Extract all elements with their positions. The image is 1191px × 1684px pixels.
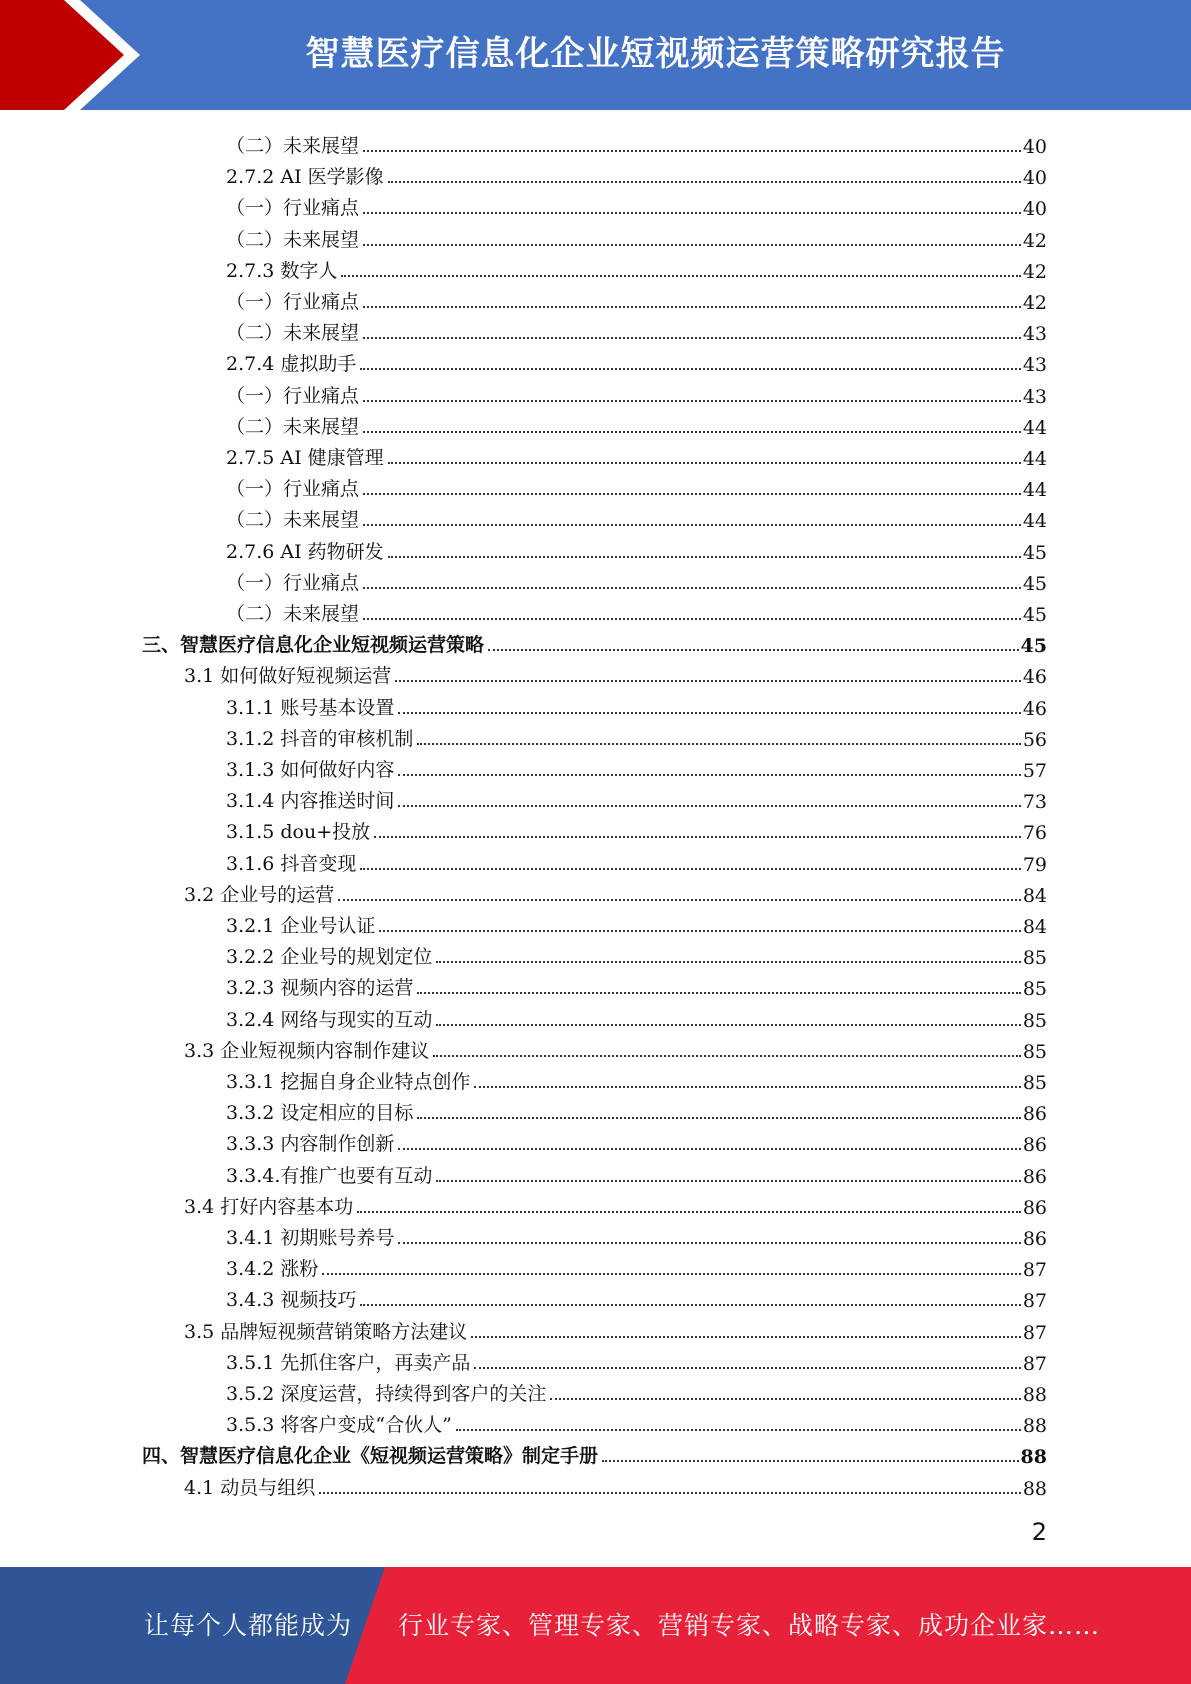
toc-leader-dots [602, 1460, 1019, 1462]
toc-entry-label: （一）行业痛点 [226, 197, 360, 220]
toc-entry-page: 42 [1022, 292, 1047, 314]
toc-entry[interactable] [226, 1157, 1047, 1188]
toc-leader-dots [474, 1367, 1020, 1369]
toc-entry[interactable] [226, 345, 1047, 376]
toc-entry[interactable] [226, 845, 1047, 876]
toc-entry-page: 42 [1022, 229, 1047, 252]
toc-entry-label: 3.3.1 挖掘自身企业特点创作 [226, 1071, 471, 1093]
toc-entry[interactable] [226, 1219, 1047, 1250]
toc-leader-dots [341, 275, 1020, 277]
toc-entry-label: 3.5.2 深度运营，持续得到客户的关注 [226, 1383, 547, 1405]
toc-leader-dots [550, 1398, 1020, 1400]
toc-entry-page: 88 [1022, 1415, 1047, 1438]
toc-entry-page: 85 [1022, 1009, 1047, 1032]
toc-entry-label: （一）行业痛点 [226, 571, 360, 594]
toc-leader-dots [398, 774, 1020, 776]
toc-entry[interactable] [226, 595, 1047, 626]
toc-entry-label: 3.2.2 企业号的规划定位 [226, 946, 433, 969]
toc-entry-label: 2.7.6 AI 药物研发 [226, 540, 384, 563]
toc-leader-dots [417, 1117, 1020, 1119]
toc-entry-label: （一）行业痛点 [226, 384, 360, 407]
toc-entry-label: （二）未来展望 [226, 322, 360, 345]
toc-leader-dots [398, 1148, 1020, 1150]
toc-entry-label: 3.1.1 账号基本设置 [226, 696, 395, 719]
toc-entry[interactable] [184, 1188, 1047, 1219]
toc-leader-dots [363, 431, 1021, 433]
toc-entry-page: 43 [1022, 323, 1047, 346]
toc-entry[interactable] [226, 501, 1047, 532]
toc-entry-page: 46 [1022, 697, 1047, 720]
toc-leader-dots [338, 899, 1021, 901]
toc-entry-label: 3.5.1 先抓住客户，再卖产品 [226, 1351, 471, 1374]
toc-leader-dots [357, 1211, 1021, 1213]
toc-entry-page: 45 [1022, 604, 1047, 626]
toc-entry-page: 85 [1022, 1072, 1047, 1094]
toc-entry-label: 3.2.1 企业号认证 [226, 915, 376, 937]
toc-leader-dots [363, 493, 1021, 495]
toc-entry-page: 87 [1022, 1259, 1047, 1282]
toc-entry[interactable] [226, 1125, 1047, 1156]
toc-leader-dots [388, 462, 1021, 464]
toc-entry-label: 2.7.5 AI 健康管理 [226, 447, 384, 469]
footer-slogan-right: 行业专家、管理专家、营销专家、战略专家、成功企业家…… [398, 1611, 1101, 1640]
toc-leader-dots [363, 244, 1021, 246]
toc-entry[interactable] [226, 564, 1047, 595]
toc-entry-label: 3.1.3 如何做好内容 [226, 759, 395, 781]
toc-entry[interactable] [184, 1469, 1047, 1500]
toc-entry[interactable] [226, 1094, 1047, 1125]
toc-entry-label: 3.3.4.有推广也要有互动 [226, 1164, 433, 1187]
toc-leader-dots [363, 150, 1021, 152]
toc-entry-page: 44 [1022, 479, 1047, 502]
toc-entry-label: 3.2.4 网络与现实的互动 [226, 1008, 433, 1031]
toc-entry[interactable] [226, 127, 1047, 158]
toc-entry-label: 3.3.2 设定相应的目标 [226, 1102, 414, 1125]
toc-entry-label: 3.4.2 涨粉 [226, 1258, 319, 1281]
toc-leader-dots [474, 1086, 1020, 1088]
toc-entry-page: 86 [1022, 1228, 1047, 1250]
toc-entry-label: 3.2 企业号的运营 [184, 883, 335, 906]
toc-entry[interactable] [226, 283, 1047, 314]
toc-entry[interactable] [226, 377, 1047, 408]
toc-entry-page: 88 [1022, 1477, 1047, 1500]
toc-leader-dots [322, 1273, 1020, 1275]
toc-entry[interactable] [226, 907, 1047, 938]
toc-entry-label: 2.7.3 数字人 [226, 259, 338, 282]
toc-entry[interactable] [226, 1375, 1047, 1406]
page-header [0, 0, 1191, 110]
toc-leader-dots [363, 524, 1021, 526]
toc-entry-page: 79 [1022, 853, 1047, 876]
toc-entry[interactable] [226, 314, 1047, 345]
toc-entry-label: 3.1.4 内容推送时间 [226, 790, 395, 813]
toc-entry-label: 3.5 品牌短视频营销策略方法建议 [184, 1320, 468, 1343]
toc-entry-page: 84 [1022, 884, 1047, 907]
toc-leader-dots [436, 1180, 1020, 1182]
toc-entry[interactable] [226, 1344, 1047, 1375]
toc-entry-page: 45 [1022, 541, 1047, 564]
toc-entry-page: 86 [1022, 1196, 1047, 1219]
toc-entry[interactable] [226, 720, 1047, 751]
toc-entry-label: 3.2.3 视频内容的运营 [226, 977, 414, 1000]
toc-entry-page: 45 [1022, 572, 1047, 595]
toc-entry-label: 3.3 企业短视频内容制作建议 [184, 1039, 430, 1062]
toc-entry-page: 87 [1022, 1352, 1047, 1375]
toc-entry-page: 88 [1022, 1384, 1047, 1406]
toc-entry[interactable] [226, 782, 1047, 813]
toc-entry[interactable] [184, 1313, 1047, 1344]
toc-leader-dots [363, 337, 1021, 339]
toc-entry[interactable] [226, 189, 1047, 220]
toc-entry-label: 3.1.5 dou+投放 [226, 821, 371, 844]
toc-entry-page: 42 [1022, 260, 1047, 283]
toc-entry-label: 3.4 打好内容基本功 [184, 1195, 354, 1218]
toc-leader-dots [456, 1429, 1021, 1431]
toc-entry[interactable] [226, 533, 1047, 564]
toc-entry-label: （二）未来展望 [226, 228, 360, 251]
toc-leader-dots [319, 1492, 1021, 1494]
toc-entry-page: 87 [1022, 1321, 1047, 1344]
toc-leader-dots [388, 181, 1021, 183]
toc-leader-dots [488, 649, 1019, 651]
toc-entry-label: 4.1 动员与组织 [184, 1476, 316, 1499]
toc-entry-label: 2.7.2 AI 医学影像 [226, 166, 384, 189]
toc-leader-dots [363, 212, 1021, 214]
toc-leader-dots [363, 587, 1021, 589]
toc-leader-dots [360, 1304, 1020, 1306]
toc-entry-label: 3.1.6 抖音变现 [226, 852, 357, 875]
toc-entry-label: 3.1.2 抖音的审核机制 [226, 727, 414, 750]
toc-leader-dots [363, 306, 1021, 308]
toc-entry-label: （二）未来展望 [226, 509, 360, 532]
toc-entry[interactable] [226, 1001, 1047, 1032]
toc-entry-page: 73 [1022, 791, 1047, 814]
toc-leader-dots [395, 680, 1021, 682]
toc-entry-label: （一）行业痛点 [226, 478, 360, 501]
toc-entry-label: （二）未来展望 [226, 135, 360, 157]
toc-entry[interactable] [142, 1437, 1047, 1468]
toc-entry-label: 2.7.4 虚拟助手 [226, 353, 357, 376]
toc-entry[interactable] [226, 1063, 1047, 1094]
toc-leader-dots [398, 1242, 1020, 1244]
toc-leader-dots [398, 712, 1020, 714]
toc-leader-dots [374, 836, 1021, 838]
toc-entry-label: 3.1 如何做好短视频运营 [184, 665, 392, 688]
toc-leader-dots [379, 930, 1020, 932]
toc-entry-page: 43 [1022, 385, 1047, 408]
toc-entry[interactable] [226, 969, 1047, 1000]
toc-leader-dots [360, 368, 1020, 370]
footer-slogan-left: 让每个人都能成为 [144, 1611, 353, 1640]
toc-entry-label: （二）未来展望 [226, 603, 360, 625]
toc-entry-label: 三、智慧医疗信息化企业短视频运营策略 [142, 634, 485, 657]
toc-entry[interactable] [226, 439, 1047, 470]
toc-entry-page: 45 [1020, 635, 1047, 658]
toc-entry-label: （一）行业痛点 [226, 291, 360, 313]
toc-leader-dots [436, 961, 1020, 963]
toc-entry-page: 86 [1022, 1165, 1047, 1188]
toc-entry-page: 56 [1022, 728, 1047, 751]
toc-entry[interactable] [226, 158, 1047, 189]
toc-entry[interactable] [226, 221, 1047, 252]
toc-leader-dots [360, 868, 1020, 870]
toc-entry[interactable] [184, 1032, 1047, 1063]
toc-leader-dots [363, 618, 1021, 620]
toc-entry-page: 87 [1022, 1290, 1047, 1313]
toc-leader-dots [417, 743, 1020, 745]
toc-entry-label: 四、智慧医疗信息化企业《短视频运营策略》制定手册 [142, 1445, 599, 1468]
toc-entry[interactable] [226, 751, 1047, 782]
toc-entry-page: 43 [1022, 354, 1047, 377]
toc-leader-dots [398, 805, 1020, 807]
toc-entry-label: 3.4.1 初期账号养号 [226, 1227, 395, 1249]
toc-entry-label: 3.4.3 视频技巧 [226, 1289, 357, 1312]
toc-entry[interactable] [226, 689, 1047, 720]
toc-entry[interactable] [226, 1406, 1047, 1437]
toc-entry-page: 40 [1022, 167, 1047, 190]
toc-entry-page: 86 [1022, 1134, 1047, 1157]
toc-entry[interactable] [226, 1250, 1047, 1281]
toc-entry-page: 44 [1022, 416, 1047, 439]
toc-leader-dots [388, 556, 1021, 558]
toc-entry-page: 40 [1022, 198, 1047, 221]
toc-entry[interactable] [142, 626, 1047, 657]
toc-entry-page: 46 [1022, 666, 1047, 689]
toc-entry[interactable] [226, 470, 1047, 501]
toc-entry[interactable] [226, 252, 1047, 283]
toc-entry-page: 40 [1022, 136, 1047, 158]
page-number: 2 [1031, 1518, 1047, 1546]
header-arrow-decoration [0, 0, 160, 110]
toc-entry-label: 3.5.3 将客户变成“合伙人” [226, 1414, 452, 1437]
toc-entry[interactable] [184, 876, 1047, 907]
toc-entry-page: 88 [1020, 1446, 1047, 1469]
toc-entry-page: 84 [1022, 916, 1047, 938]
toc-entry-page: 44 [1022, 448, 1047, 470]
toc-entry-page: 76 [1022, 822, 1047, 845]
toc-entry-page: 85 [1022, 947, 1047, 970]
toc-entry-label: 3.3.3 内容制作创新 [226, 1133, 395, 1156]
toc-entry[interactable] [226, 1281, 1047, 1312]
toc-leader-dots [436, 1024, 1020, 1026]
toc-leader-dots [417, 992, 1020, 994]
toc-leader-dots [471, 1336, 1021, 1338]
toc-entry[interactable] [226, 408, 1047, 439]
report-title: 智慧医疗信息化企业短视频运营策略研究报告 [305, 34, 1006, 74]
toc-leader-dots [433, 1055, 1021, 1057]
toc-entry-label: （二）未来展望 [226, 415, 360, 438]
toc-entry-page: 44 [1022, 510, 1047, 533]
toc-entry-page: 85 [1022, 978, 1047, 1001]
toc-entry[interactable] [184, 657, 1047, 688]
toc-entry[interactable] [226, 938, 1047, 969]
page-footer [0, 1567, 1191, 1684]
toc-entry-page: 85 [1022, 1040, 1047, 1063]
toc-entry-page: 57 [1022, 760, 1047, 782]
toc-entry-page: 86 [1022, 1103, 1047, 1126]
toc-leader-dots [363, 400, 1021, 402]
toc-entry[interactable] [226, 813, 1047, 844]
